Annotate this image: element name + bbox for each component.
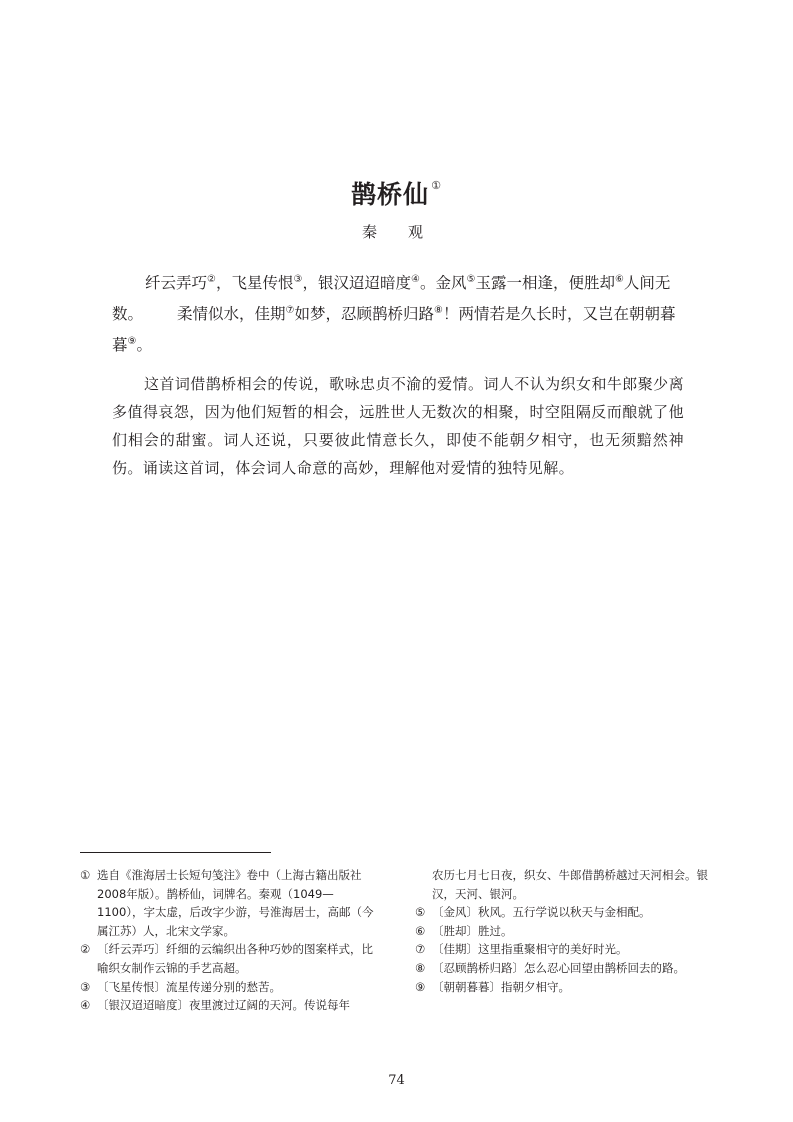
footnote-marker-5: ⑤ bbox=[466, 274, 476, 285]
footnote-number: ⑤ bbox=[415, 905, 426, 920]
footnote-number: ⑥ bbox=[415, 923, 426, 938]
footnote-number: ⑦ bbox=[415, 942, 426, 957]
poem-segment: ，飞星传恨 bbox=[215, 274, 294, 292]
poem-text bbox=[112, 266, 684, 359]
page-number: 74 bbox=[388, 1073, 405, 1088]
footnote-text: 〔飞星传恨〕流星传递分别的愁苦。 bbox=[97, 979, 281, 994]
footnote-number: ④ bbox=[80, 998, 91, 1013]
footnote-6 bbox=[415, 922, 715, 941]
title-footnote-marker: ① bbox=[431, 179, 442, 192]
footnote-number: ⑧ bbox=[415, 960, 426, 975]
intro-paragraph: 这首词借鹊桥相会的传说，歌咏忠贞不渝的爱情。词人不认为织女和牛郎聚少离多值得哀怨，因为他们短暂的相会，远胜世人无数次的相聚，时空阻隔反而酿就了他们相会的甜蜜。词人还说，只要彼此情意长久，即使不能朝夕相守，也无须黯然神伤。诵读这首词，体会词人命意的高妙，理解他对爱情的独特见解。 bbox=[112, 375, 684, 477]
footnote-2 bbox=[80, 940, 376, 977]
poem-title bbox=[0, 166, 793, 215]
author-name: 秦 观 bbox=[361, 223, 431, 241]
footnote-4 bbox=[80, 996, 376, 1015]
footnotes-left-column bbox=[80, 866, 376, 1015]
footnote-number: ⑨ bbox=[415, 979, 426, 994]
footnote-divider bbox=[80, 852, 271, 853]
poem-segment: ！两情若是久长时，又岂在朝朝暮暮 bbox=[112, 305, 676, 354]
footnote-marker-4: ④ bbox=[410, 274, 420, 285]
footnote-text: 选自《淮海居士长短句笺注》卷中（上海古籍出版社2008年版）。鹊桥仙，词牌名。秦观（1049—1100），字太虚，后改字少游，号淮海居士，高邮（今属江苏）人，北宋文学家。 bbox=[97, 868, 374, 938]
footnote-4-continuation: 农历七月七日夜，织女、牛郎借鹊桥越过天河相会。银汉，天河、银河。 bbox=[432, 868, 708, 901]
footnote-text: 〔银汉迢迢暗度〕夜里渡过辽阔的天河。传说每年 bbox=[97, 998, 350, 1013]
footnote-7 bbox=[415, 940, 715, 959]
footnote-number: ③ bbox=[80, 979, 91, 994]
footnote-marker-2: ② bbox=[207, 274, 216, 285]
footnote-number: ② bbox=[80, 942, 91, 957]
footnote-1 bbox=[80, 866, 376, 940]
footnote-marker-6: ⑥ bbox=[614, 274, 624, 285]
poem-segment: 柔情似水，佳期 bbox=[177, 305, 286, 323]
footnote-marker-9: ⑨ bbox=[127, 336, 137, 347]
footnote-5 bbox=[415, 903, 715, 922]
footnote-text: 〔朝朝暮暮〕指朝夕相守。 bbox=[432, 979, 570, 994]
footnote-text: 〔佳期〕这里指重聚相守的美好时光。 bbox=[432, 942, 628, 957]
poem-segment: 如梦，忍顾鹊桥归路 bbox=[294, 305, 435, 323]
footnotes-right-column bbox=[415, 866, 715, 996]
footnote-text: 〔金风〕秋风。五行学说以秋天与金相配。 bbox=[432, 905, 651, 920]
poem-segment: ，银汉迢迢暗度 bbox=[302, 274, 411, 292]
footnote-number: ① bbox=[80, 868, 91, 882]
poem-segment: 纤云弄巧 bbox=[145, 274, 208, 292]
poem-segment: 。金风 bbox=[419, 274, 467, 292]
footnote-3 bbox=[80, 978, 376, 997]
poem-segment: 人间无数。 bbox=[112, 274, 671, 323]
footnote-text: 〔胜却〕胜过。 bbox=[432, 923, 513, 938]
footnote-text: 〔忍顾鹊桥归路〕怎么忍心回望由鹊桥回去的路。 bbox=[432, 960, 685, 975]
footnote-marker-8: ⑧ bbox=[434, 305, 443, 316]
footnote-marker-7: ⑦ bbox=[285, 305, 295, 316]
poem-title-text: 鹊桥仙 bbox=[351, 180, 430, 209]
footnote-8 bbox=[415, 959, 715, 978]
poem-segment: 。 bbox=[136, 336, 152, 354]
poem-segment: 玉露一相逢，便胜却 bbox=[475, 274, 615, 292]
footnote-9 bbox=[415, 978, 715, 997]
footnote-text: 〔纤云弄巧〕纤细的云编织出各种巧妙的图案样式，比喻织女制作云锦的手艺高超。 bbox=[97, 942, 373, 975]
footnote-marker-3: ③ bbox=[293, 274, 303, 285]
